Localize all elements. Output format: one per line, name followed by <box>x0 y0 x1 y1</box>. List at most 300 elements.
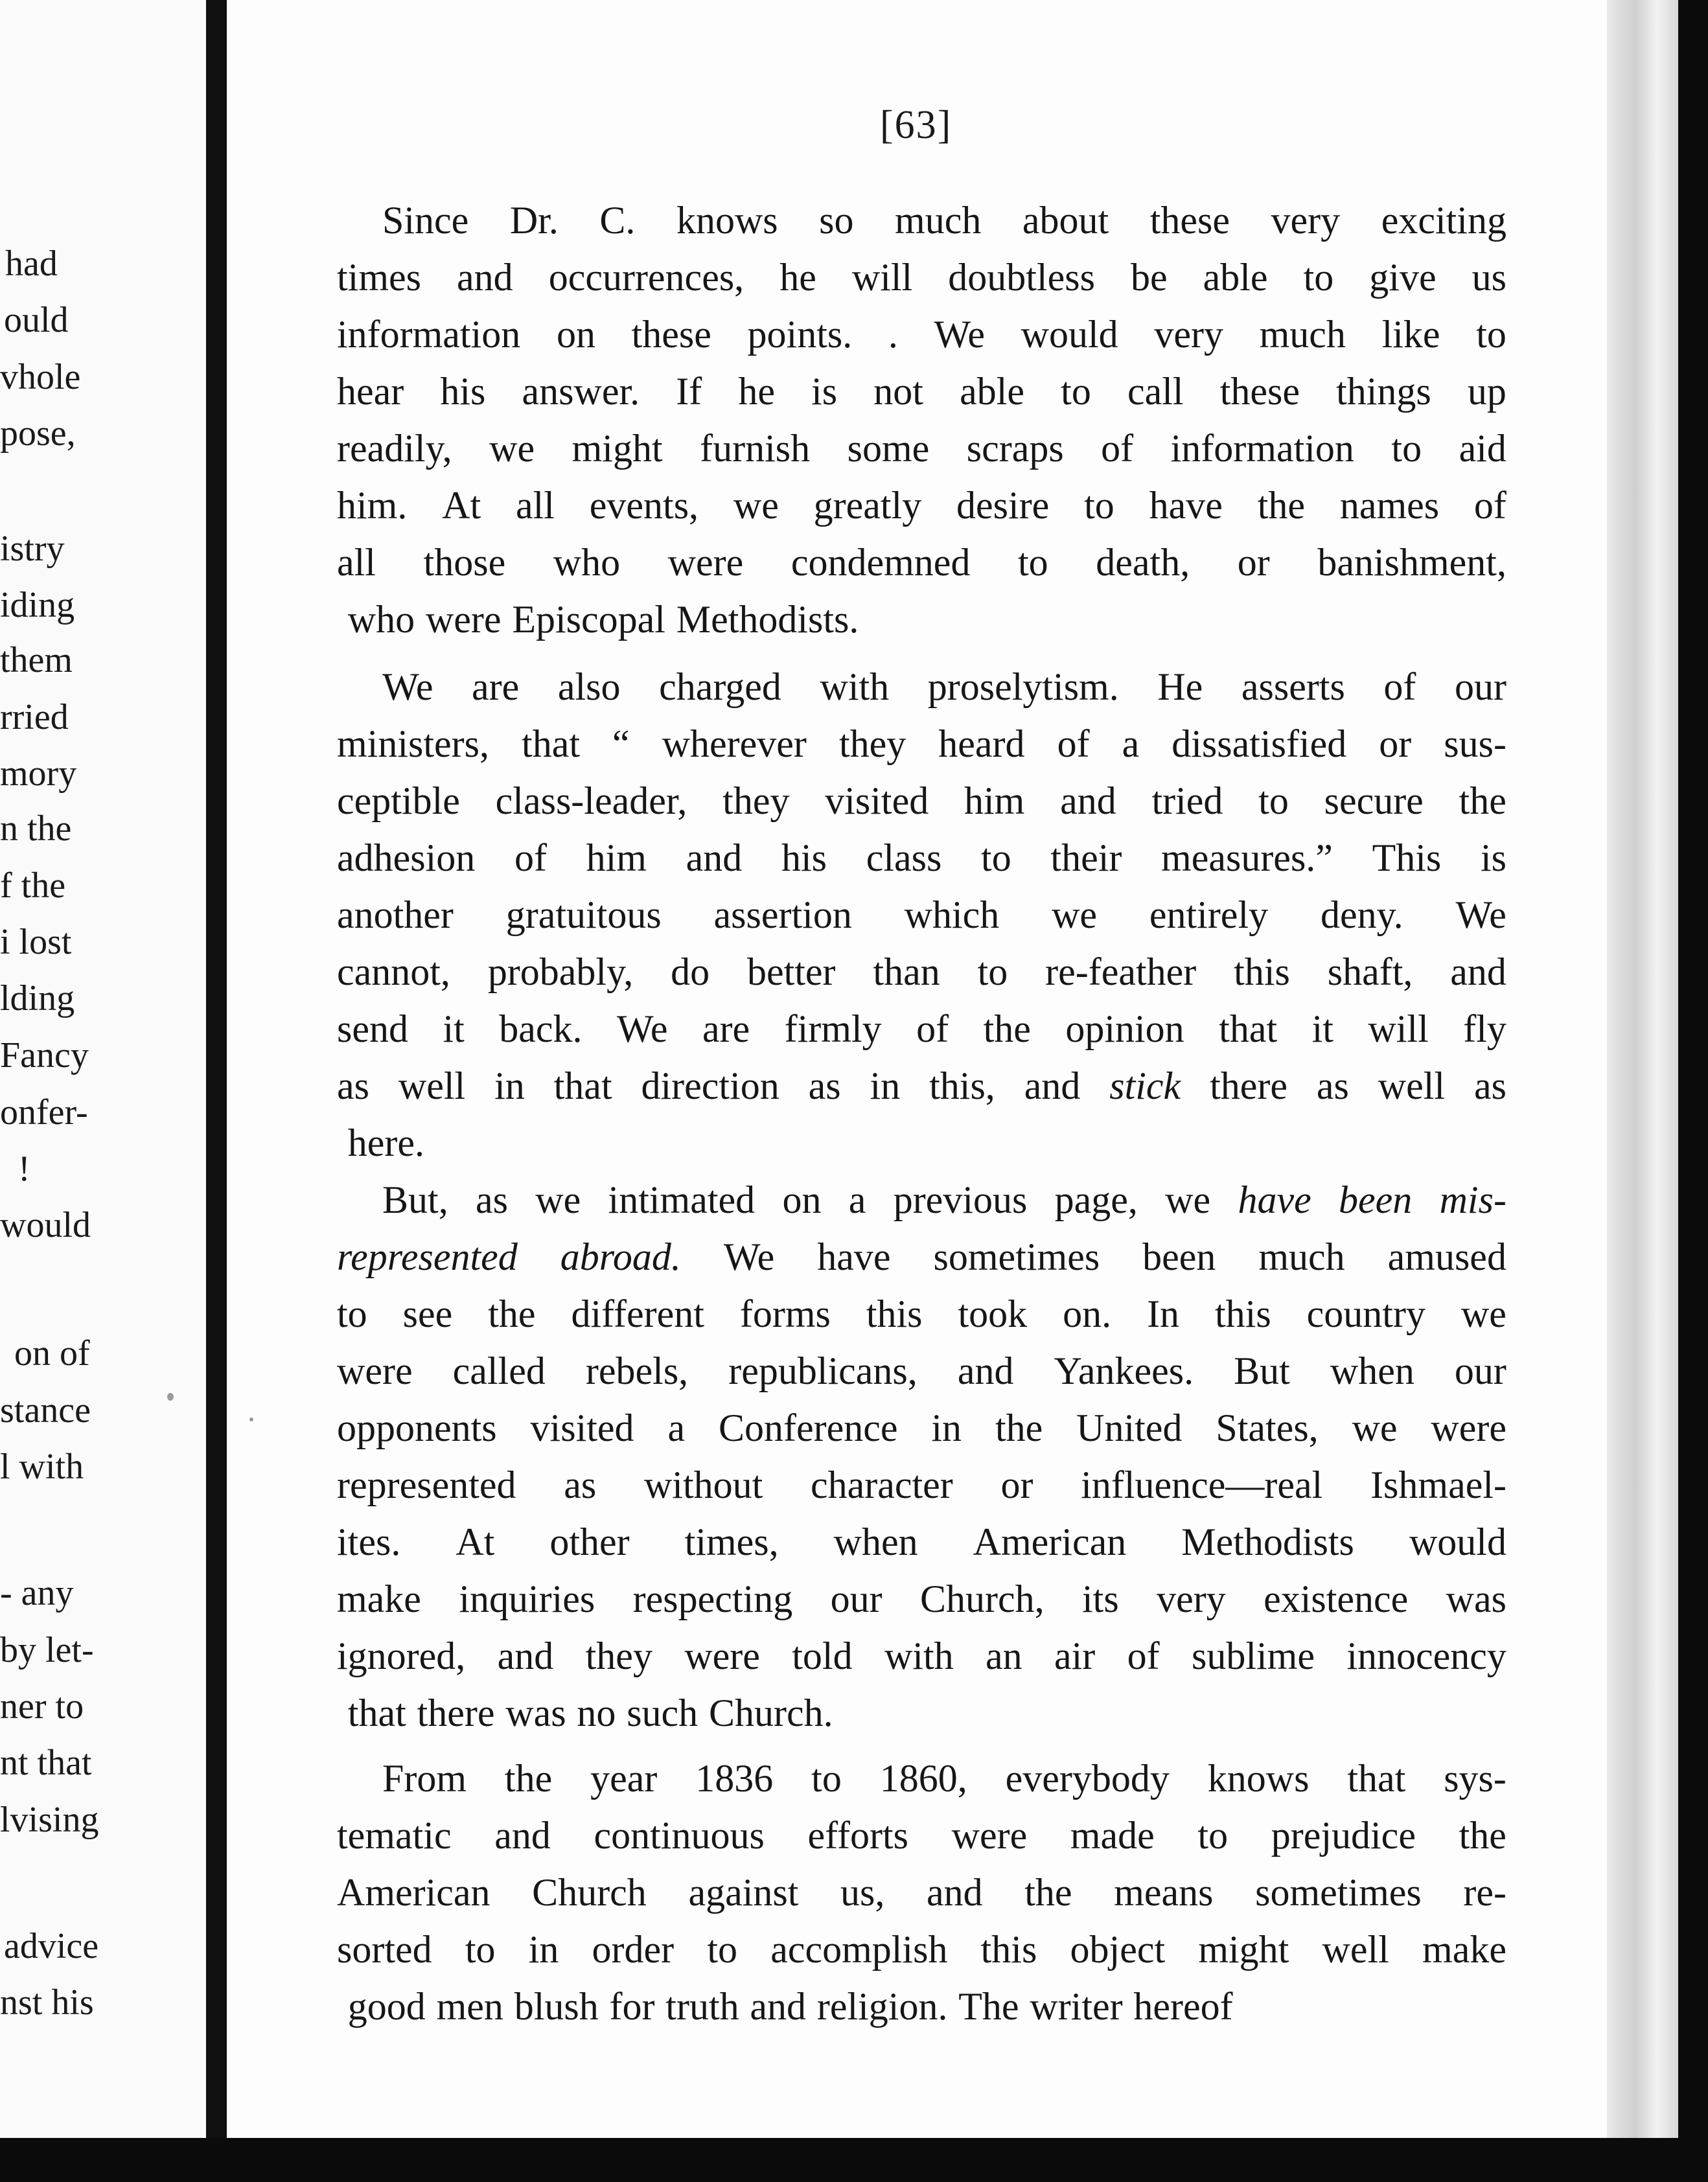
text-line <box>337 536 1506 588</box>
word: make <box>337 1578 421 1620</box>
word: and <box>957 1349 1014 1392</box>
text-line <box>337 718 1506 770</box>
word: would <box>1021 313 1118 356</box>
word: This <box>1372 836 1442 879</box>
word: amused <box>1387 1235 1506 1278</box>
word: there <box>417 1692 495 1734</box>
word: would <box>1409 1521 1506 1563</box>
word: much <box>895 199 982 242</box>
word: to <box>1258 779 1289 822</box>
word: were <box>667 541 744 584</box>
word: might <box>1198 1928 1289 1971</box>
text-line <box>337 365 1506 417</box>
word: doubtless <box>948 256 1095 299</box>
word: were <box>337 1349 413 1392</box>
word: Episcopal <box>512 598 665 641</box>
text-line <box>337 422 1506 474</box>
text-line <box>337 1231 1506 1283</box>
word: our <box>1454 665 1506 708</box>
word: events, <box>589 484 699 527</box>
word: some <box>847 427 930 470</box>
page-edge <box>1607 0 1678 2151</box>
word: well <box>1378 1064 1446 1107</box>
word: send <box>337 1007 408 1050</box>
word: The <box>958 1985 1019 2028</box>
word: have <box>1149 484 1223 527</box>
word: Church, <box>919 1578 1044 1620</box>
word: in <box>528 1928 559 1971</box>
text-line <box>382 1752 1506 1804</box>
word: he <box>738 370 776 413</box>
word: direction <box>641 1064 779 1107</box>
word: answer. <box>522 370 640 413</box>
word: He <box>1157 665 1203 708</box>
word: to <box>707 1928 737 1971</box>
word: its <box>1081 1578 1119 1620</box>
word: took <box>958 1292 1028 1335</box>
text-line <box>337 1459 1506 1511</box>
word: an <box>985 1635 1022 1677</box>
word: and <box>1450 950 1506 993</box>
word: firmly <box>784 1007 882 1050</box>
word: a <box>1122 722 1140 765</box>
word: on. <box>1063 1292 1112 1335</box>
word: another <box>337 893 454 936</box>
word: sublime <box>1191 1635 1315 1677</box>
word: the <box>995 1407 1043 1449</box>
word: without <box>643 1464 763 1506</box>
previous-page-text-fragment: l with <box>0 1447 84 1487</box>
word: accomplish <box>770 1928 948 1971</box>
word: of <box>1101 427 1134 470</box>
word: . <box>888 313 898 356</box>
word: about <box>1022 199 1109 242</box>
word: they <box>585 1635 652 1677</box>
word: visited <box>825 779 929 822</box>
previous-page-text-fragment: vhole <box>0 357 81 397</box>
word: have <box>817 1235 891 1278</box>
previous-page-text-fragment: iding <box>0 585 75 625</box>
word: were <box>425 598 502 641</box>
word: gratuitous <box>505 893 662 936</box>
previous-page-text-fragment: lvising <box>0 1800 99 1840</box>
word: of <box>1383 665 1416 708</box>
word: the <box>1459 779 1506 822</box>
word: were <box>1431 1407 1506 1449</box>
word: or <box>1237 541 1270 584</box>
word: of <box>514 836 547 879</box>
word: hereof <box>1133 1985 1233 2028</box>
word: might <box>571 427 663 470</box>
word: We <box>1455 893 1506 936</box>
word: that <box>522 722 581 765</box>
word: sys- <box>1444 1757 1506 1800</box>
text-line <box>337 1573 1506 1625</box>
word: that <box>1219 1007 1278 1050</box>
word: information <box>1170 427 1354 470</box>
word: a <box>848 1178 866 1221</box>
word: times <box>337 256 421 299</box>
word: also <box>557 665 621 708</box>
word: when <box>1330 1349 1414 1392</box>
word: or <box>1000 1464 1033 1506</box>
previous-page-text-fragment: would <box>0 1205 91 1245</box>
word: religion. <box>816 1985 948 2028</box>
word: Church. <box>708 1692 833 1734</box>
word: States, <box>1216 1407 1319 1449</box>
word: order <box>592 1928 675 1971</box>
word: stick <box>1109 1064 1181 1107</box>
word: ceptible <box>337 779 460 822</box>
word: Since <box>382 199 469 242</box>
word: and <box>457 256 513 299</box>
word: But, <box>382 1178 448 1221</box>
word: and <box>497 1635 554 1677</box>
word: him. <box>337 484 408 527</box>
text-line <box>337 1345 1506 1397</box>
word: If <box>676 370 702 413</box>
word: good <box>347 1985 426 2028</box>
word: exciting <box>1381 199 1506 242</box>
word: names <box>1339 484 1440 527</box>
word: object <box>1070 1928 1166 1971</box>
scan-border-bottom <box>0 2138 1708 2182</box>
word: to <box>1084 484 1114 527</box>
word: 1836 <box>695 1757 774 1800</box>
text-line <box>337 1117 1506 1169</box>
word: this <box>980 1928 1037 1971</box>
word: us <box>1471 256 1506 299</box>
word: blush <box>514 1985 599 2028</box>
ink-speck <box>249 1418 253 1421</box>
word: of <box>1473 484 1506 527</box>
word: heard <box>938 722 1025 765</box>
word: 1860, <box>879 1757 967 1800</box>
word: United <box>1076 1407 1183 1449</box>
text-line <box>337 1630 1506 1682</box>
word: cannot, <box>337 950 450 993</box>
word: men <box>436 1985 503 2028</box>
word: country <box>1306 1292 1425 1335</box>
text-line <box>382 661 1506 713</box>
word: opponents <box>337 1407 497 1449</box>
word: ministers, <box>337 722 489 765</box>
word: up <box>1467 370 1506 413</box>
word: able <box>1203 256 1268 299</box>
word: and <box>750 1985 807 2028</box>
word: charged <box>659 665 781 708</box>
text-line <box>337 1809 1506 1861</box>
word: secure <box>1324 779 1424 822</box>
previous-page-text-fragment: ner to <box>0 1686 84 1727</box>
word: forms <box>739 1292 831 1335</box>
previous-page-text-fragment: - any <box>0 1573 74 1613</box>
word: visited <box>530 1407 634 1449</box>
word: Yankees. <box>1054 1349 1194 1392</box>
text-line <box>337 1516 1506 1568</box>
word: make <box>1422 1928 1506 1971</box>
word: knows <box>676 199 778 242</box>
word: things <box>1336 370 1431 413</box>
word: to <box>1061 370 1091 413</box>
word: We <box>382 665 433 708</box>
word: intimated <box>608 1178 756 1221</box>
word: of <box>1057 722 1090 765</box>
word: and <box>686 836 743 879</box>
word: be <box>1130 256 1168 299</box>
word: readily, <box>337 427 452 470</box>
text-line <box>382 1174 1506 1226</box>
word: represented <box>337 1464 516 1506</box>
text-line <box>337 946 1506 998</box>
word: sorted <box>337 1928 432 1971</box>
word: other <box>549 1521 630 1563</box>
previous-page-text-fragment: advice <box>4 1926 99 1966</box>
word: dissatisfied <box>1171 722 1347 765</box>
word: and <box>494 1814 551 1857</box>
word: as <box>1316 1064 1349 1107</box>
word: Ishmael- <box>1370 1464 1506 1506</box>
word: and <box>1024 1064 1081 1107</box>
word: he <box>779 256 816 299</box>
word: ignored, <box>337 1635 466 1677</box>
word: existence <box>1264 1578 1409 1620</box>
word: page, <box>1054 1178 1138 1221</box>
word: him <box>964 779 1025 822</box>
word: opinion <box>1065 1007 1184 1050</box>
word: to <box>1391 427 1422 470</box>
text-line <box>382 194 1506 246</box>
word: class-leader, <box>495 779 687 822</box>
ink-speck <box>167 1393 174 1401</box>
word: much <box>1259 313 1346 356</box>
word: At <box>456 1521 495 1563</box>
word: is <box>811 370 838 413</box>
previous-page-text-fragment: pose, <box>0 413 76 454</box>
word: all <box>515 484 555 527</box>
text-line <box>337 1981 1506 2032</box>
word: of <box>916 1007 949 1050</box>
word: is <box>1480 836 1506 879</box>
word: such <box>627 1692 698 1734</box>
word: wherever <box>662 722 807 765</box>
word: the <box>488 1292 536 1335</box>
word: will <box>851 256 913 299</box>
word: much <box>1258 1235 1345 1278</box>
text-line <box>337 1866 1506 1918</box>
word: inquiries <box>459 1578 595 1620</box>
word: against <box>688 1871 799 1914</box>
word: in <box>931 1407 962 1449</box>
word: for <box>609 1985 655 2028</box>
word: when <box>833 1521 918 1563</box>
word: proselytism. <box>927 665 1119 708</box>
word: We <box>934 313 986 356</box>
word: character <box>811 1464 953 1506</box>
word: rebels, <box>585 1349 689 1392</box>
word: call <box>1127 370 1184 413</box>
word: here. <box>347 1121 425 1164</box>
word: tried <box>1151 779 1223 822</box>
word: not <box>873 370 923 413</box>
text-line <box>337 308 1506 360</box>
word: this, <box>929 1064 995 1107</box>
word: At <box>442 484 481 527</box>
previous-page-text-fragment: by let- <box>0 1630 94 1670</box>
word: very <box>1271 199 1341 242</box>
word: We <box>617 1007 668 1050</box>
word: to <box>1018 541 1048 584</box>
word: everybody <box>1005 1757 1170 1800</box>
word: the <box>1459 1814 1506 1857</box>
word: which <box>904 893 1000 936</box>
word: the <box>504 1757 553 1800</box>
scan-border-right <box>1678 0 1708 2182</box>
text-line <box>337 1288 1506 1340</box>
text-line <box>337 1060 1506 1112</box>
word: In <box>1147 1292 1180 1335</box>
word: the <box>983 1007 1031 1050</box>
word: scraps <box>966 427 1064 470</box>
word: Conference <box>718 1407 898 1449</box>
previous-page-text-fragment: on of <box>14 1333 90 1373</box>
word: made <box>1070 1814 1155 1857</box>
previous-page-strip <box>0 0 206 2182</box>
word: probably, <box>487 950 634 993</box>
word: his <box>440 370 486 413</box>
word: that <box>553 1064 612 1107</box>
previous-page-text-fragment: mory <box>0 753 77 794</box>
word: been <box>1339 1178 1413 1221</box>
word: to <box>337 1292 367 1335</box>
word: they <box>838 722 906 765</box>
word: this <box>866 1292 923 1335</box>
word: re-feather <box>1045 950 1197 993</box>
word: well <box>1322 1928 1389 1971</box>
word: sus- <box>1444 722 1506 765</box>
word: death, <box>1096 541 1190 584</box>
text-line <box>337 1402 1506 1454</box>
word: are <box>472 665 520 708</box>
word: than <box>873 950 940 993</box>
word: very <box>1157 1578 1226 1620</box>
word: on <box>556 313 595 356</box>
word: they <box>722 779 790 822</box>
text-line <box>337 251 1506 303</box>
word: or <box>1379 722 1412 765</box>
word: points. <box>747 313 853 356</box>
word: measures.” <box>1161 836 1333 879</box>
word: respecting <box>632 1578 793 1620</box>
text-line <box>337 1687 1506 1739</box>
word: it <box>443 1007 465 1050</box>
word: as <box>808 1064 841 1107</box>
word: there <box>1210 1064 1287 1107</box>
word: times, <box>684 1521 779 1563</box>
word: better <box>746 950 836 993</box>
text-line <box>337 832 1506 884</box>
word: these <box>631 313 711 356</box>
word: means <box>1114 1871 1214 1914</box>
word: who <box>347 598 415 641</box>
word: adhesion <box>337 836 476 879</box>
word: knows <box>1207 1757 1310 1800</box>
word: ites. <box>337 1521 401 1563</box>
word: class <box>866 836 942 879</box>
word: greatly <box>813 484 922 527</box>
previous-page-text-fragment: rried <box>0 697 69 737</box>
word: was <box>1446 1578 1506 1620</box>
word: we <box>535 1178 581 1221</box>
word: this <box>1234 950 1290 993</box>
word: as <box>564 1464 597 1506</box>
word: condemned <box>791 541 971 584</box>
previous-page-text-fragment: n the <box>0 809 72 849</box>
word: air <box>1054 1635 1096 1677</box>
word: us, <box>840 1871 885 1914</box>
word: shaft, <box>1327 950 1413 993</box>
word: mis- <box>1439 1178 1506 1221</box>
text-line <box>337 593 1506 645</box>
word: truth <box>665 1985 739 2028</box>
word: writer <box>1030 1985 1123 2028</box>
word: prejudice <box>1271 1814 1416 1857</box>
word: to <box>977 950 1008 993</box>
text-line <box>337 889 1506 941</box>
word: we <box>1352 1407 1398 1449</box>
word: We <box>723 1235 775 1278</box>
word: year <box>590 1757 658 1800</box>
word: these <box>1149 199 1230 242</box>
word: innocency <box>1346 1635 1506 1677</box>
word: all <box>337 541 376 584</box>
word: asserts <box>1241 665 1345 708</box>
word: as <box>476 1178 508 1221</box>
word: to <box>1476 313 1506 356</box>
word: a <box>667 1407 686 1449</box>
word: his <box>781 836 827 879</box>
word: re- <box>1463 1871 1506 1914</box>
previous-page-text-fragment: nt that <box>0 1743 92 1783</box>
word: were <box>684 1635 760 1677</box>
word: him <box>586 836 647 879</box>
word: see <box>402 1292 453 1335</box>
word: so <box>819 199 854 242</box>
word: this <box>1215 1292 1271 1335</box>
word: the <box>1257 484 1305 527</box>
word: in <box>494 1064 525 1107</box>
word: furnish <box>700 427 811 470</box>
text-line <box>337 775 1506 827</box>
word: that <box>1347 1757 1406 1800</box>
word: Dr. <box>509 199 559 242</box>
word: have <box>1238 1178 1311 1221</box>
text-line <box>337 479 1506 531</box>
word: C. <box>599 199 636 242</box>
word: hear <box>337 370 404 413</box>
word: continuous <box>594 1814 765 1857</box>
word: been <box>1142 1235 1216 1278</box>
previous-page-text-fragment: f the <box>0 866 66 906</box>
previous-page-text-fragment: stance <box>0 1390 91 1430</box>
word: sometimes <box>933 1235 1100 1278</box>
word: information <box>337 313 521 356</box>
previous-page-text-fragment: ! <box>18 1149 30 1189</box>
word: Methodists. <box>676 598 859 641</box>
previous-page-text-fragment: istry <box>0 529 65 569</box>
word: the <box>1024 1871 1072 1914</box>
word: desire <box>956 484 1050 527</box>
